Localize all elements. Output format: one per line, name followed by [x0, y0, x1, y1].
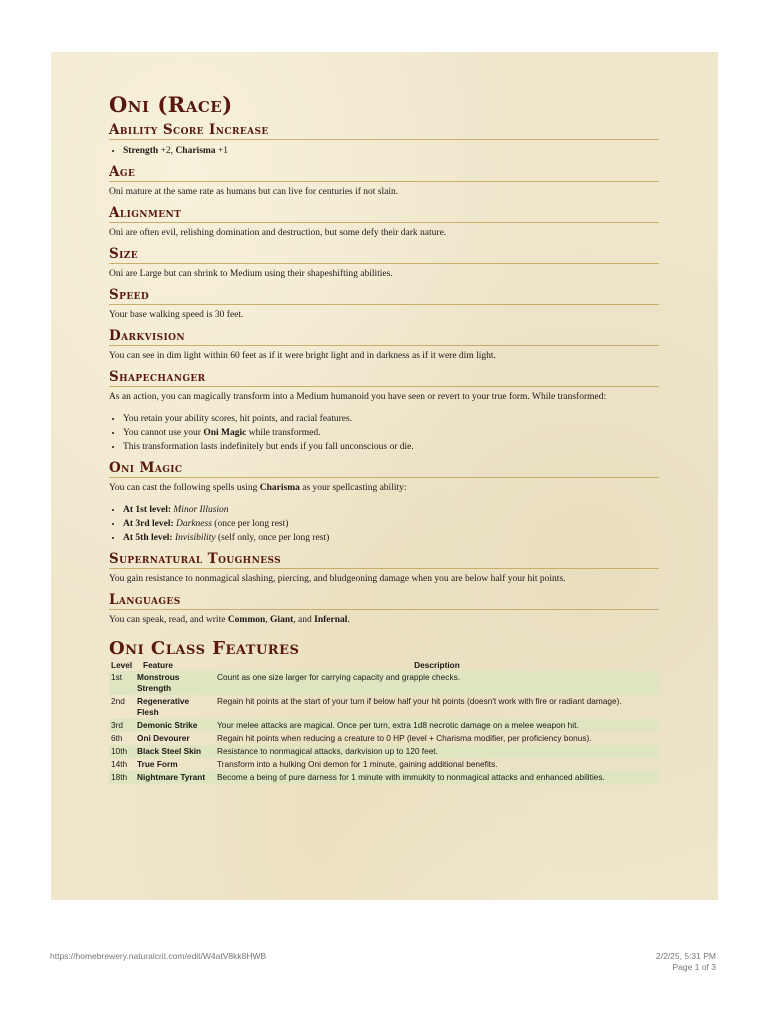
document-page [51, 52, 718, 900]
row-level: 14th [111, 759, 128, 769]
section-title: Alignment [109, 205, 659, 223]
section-text: Oni are often evil, relishing domination and destruction, but some defy their dark nature. [109, 228, 447, 238]
row-feature: Black Steel Skin [135, 745, 215, 758]
row-level: 18th [109, 771, 135, 784]
footer-url-text[interactable]: https://homebrewery.naturalcrit.com/edit/W4atV8kk8HWB [50, 951, 267, 961]
footer-meta [656, 951, 716, 973]
section-text: You can speak, read, and write Common, Giant, and Infernal. [109, 615, 350, 625]
table-row [109, 695, 659, 719]
section-text: Oni are Large but can shrink to Medium using their shapeshifting abilities. [109, 269, 393, 279]
table-row [109, 771, 659, 784]
section-size [109, 246, 659, 281]
row-description: Become a being of pure darness for 1 minute with immukity to nonmagical attacks and enhanced abilities. [215, 771, 659, 784]
row-feature: Regenerative Flesh [137, 696, 190, 717]
list-item: • At 3rd level: Darkness (once per long rest) [123, 517, 659, 531]
section-languages [109, 592, 659, 627]
column-header-level: Level [111, 660, 133, 670]
section-title: Size [109, 246, 659, 264]
section-title: Age [109, 164, 659, 182]
section-title: Oni Magic [109, 460, 659, 478]
column-header-description: Description [414, 660, 460, 670]
section-shapechanger [109, 369, 659, 454]
row-description: Count as one size larger for carrying capacity and grapple checks. [215, 671, 659, 695]
list-item: • You retain your ability scores, hit points, and racial features. [123, 412, 659, 426]
bullet-list [109, 412, 659, 454]
class-features-table [109, 660, 659, 784]
row-level: 2nd [111, 696, 125, 706]
row-level: 10th [109, 745, 135, 758]
footer-page-number: Page 1 of 3 [672, 962, 716, 972]
section-text: You gain resistance to nonmagical slashing, piercing, and bludgeoning damage when you are below half your hit points. [109, 574, 566, 584]
table-row [109, 671, 659, 695]
page-title: Oni (Race) [109, 92, 233, 117]
section-alignment [109, 205, 659, 240]
section-supernatural-toughness [109, 551, 659, 586]
section-text: You can see in dim light within 60 feet as if it were bright light and in darkness as if it were dim light. [109, 351, 496, 361]
row-feature: Monstrous Strength [135, 671, 215, 695]
row-feature: True Form [137, 759, 178, 769]
section-text: Your base walking speed is 30 feet. [109, 310, 244, 320]
section-title: Speed [109, 287, 659, 305]
row-level: 3rd [109, 719, 135, 732]
table-row [109, 719, 659, 732]
class-features-title: Oni Class Features [109, 638, 300, 659]
section-ability-score-increase [109, 122, 659, 158]
row-description: Regain hit points at the start of your turn if below half your hit points (doesn't work with fire or radiant damage). [217, 696, 622, 706]
table-header-row [109, 660, 659, 671]
section-title: Languages [109, 592, 659, 610]
section-oni-magic [109, 460, 659, 545]
section-speed [109, 287, 659, 322]
section-text: As an action, you can magically transform into a Medium humanoid you have seen or revert to your true form. While transformed: [109, 392, 607, 402]
table-row [109, 732, 659, 745]
section-title: Ability Score Increase [109, 122, 659, 140]
bullet-list [109, 144, 659, 158]
section-text: Oni mature at the same rate as humans but can live for centuries if not slain. [109, 187, 399, 197]
list-item: • You cannot use your Oni Magic while transformed. [123, 426, 659, 440]
table-row [109, 758, 659, 771]
row-level: 1st [109, 671, 135, 695]
list-item: • Strength +2, Charisma +1 [123, 144, 659, 158]
section-title: Darkvision [109, 328, 659, 346]
table-row [109, 745, 659, 758]
row-level: 6th [111, 733, 123, 743]
section-title: Supernatural Toughness [109, 551, 659, 569]
column-header-feature: Feature [143, 660, 173, 670]
footer-datetime: 2/2/25, 5:31 PM [655, 951, 716, 961]
section-darkvision [109, 328, 659, 363]
row-feature: Nightmare Tyrant [135, 771, 215, 784]
section-title: Shapechanger [109, 369, 659, 387]
list-item: • At 1st level: Minor Illusion [123, 503, 659, 517]
row-description: Regain hit points when reducing a creature to 0 HP (level + Charisma modifier, per proficiency bonus). [217, 733, 592, 743]
row-description: Transform into a hulking Oni demon for 1 minute, gaining additional benefits. [217, 759, 498, 769]
section-age [109, 164, 659, 199]
list-item: • At 5th level: Invisibility (self only, once per long rest) [123, 531, 659, 545]
footer-url[interactable] [50, 951, 266, 962]
row-feature: Oni Devourer [137, 733, 190, 743]
list-item: • This transformation lasts indefinitely but ends if you fall unconscious or die. [123, 440, 659, 454]
spell-list [109, 503, 659, 545]
row-description: Resistance to nonmagical attacks, darkvision up to 120 feet. [215, 745, 659, 758]
row-description: Your melee attacks are magical. Once per turn, extra 1d8 necrotic damage on a melee weapon hit. [215, 719, 659, 732]
row-feature: Demonic Strike [135, 719, 215, 732]
section-text: You can cast the following spells using Charisma as your spellcasting ability: [109, 483, 407, 493]
